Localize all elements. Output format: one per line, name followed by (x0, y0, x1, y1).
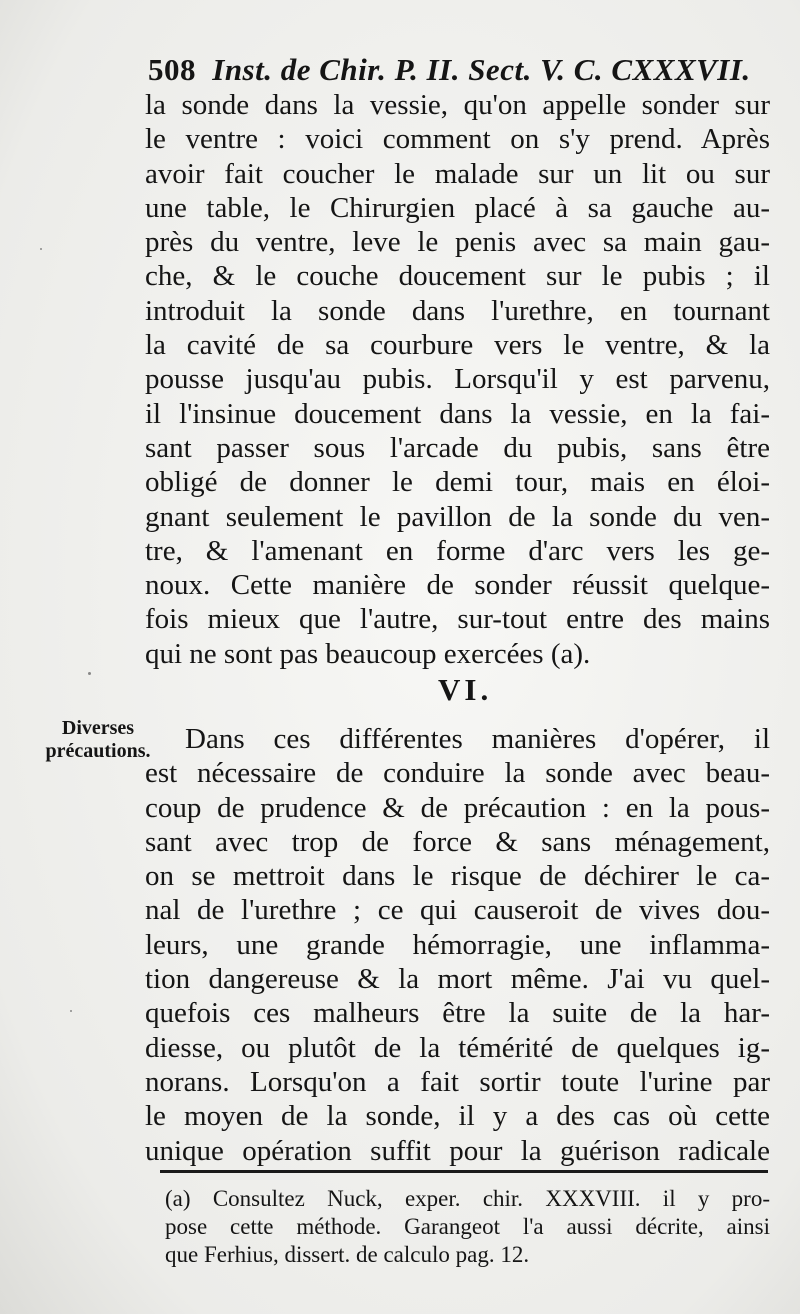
text-line: nal de l'urethre ; ce qui causeroit de vives dou- (145, 894, 770, 927)
text-line: la cavité de sa courbure vers le ventre, & la (145, 329, 770, 362)
paper-speck (70, 1010, 72, 1012)
text-line: la sonde dans la vessie, qu'on appelle sonder sur (145, 89, 770, 121)
footnote-line: pose cette méthode. Garangeot l'a aussi décrite, ainsi (165, 1214, 770, 1239)
footnote-line: que Ferhius, dissert. de calculo pag. 12. (165, 1242, 530, 1267)
paper-speck (88, 672, 91, 675)
text-line: introduit la sonde dans l'urethre, en tournant (145, 294, 770, 327)
text-line: qui ne sont pas beaucoup exercées (a). (145, 637, 591, 670)
text-line: diesse, ou plutôt de la témérité de quelques ig- (145, 1031, 770, 1064)
text-line: leurs, une grande hémorragie, une inflamma- (145, 928, 770, 961)
text-line: obligé de donner le demi tour, mais en éloi- (145, 466, 770, 499)
text-line: gnant seulement le pavillon de la sonde du ven- (145, 500, 770, 533)
margin-note-line: précautions. (45, 740, 151, 762)
text-line: est nécessaire de conduire la sonde avec beau- (145, 757, 770, 790)
text-line: sant passer sous l'arcade du pubis, sans être (145, 431, 770, 464)
text-line: che, & le couche doucement sur le pubis ; il (145, 260, 770, 293)
text-line: on se mettroit dans le risque de déchirer le ca- (145, 860, 770, 893)
text-line: près du ventre, leve le penis avec sa main gau- (145, 226, 770, 259)
text-line: Dans ces différentes manières d'opérer, il (185, 723, 770, 755)
margin-note-line: Diverses (61, 717, 135, 739)
text-line: le moyen de la sonde, il y a des cas où cette (145, 1100, 770, 1133)
text-line: le ventre : voici comment on s'y prend. Après (145, 123, 770, 156)
text-line: noux. Cette manière de sonder réussit quelque- (145, 569, 770, 602)
text-line: sant avec trop de force & sans ménagement, (145, 825, 770, 858)
footnote-rule (160, 1170, 768, 1173)
footnote-line: (a) Consultez Nuck, exper. chir. XXXVIII. il y pro- (165, 1186, 770, 1211)
page-number: 508 (148, 52, 196, 87)
text-line: norans. Lorsqu'on a fait sortir toute l'urine par (145, 1065, 770, 1098)
text-line: une table, le Chirurgien placé à sa gauche au- (145, 191, 770, 224)
running-header (148, 52, 768, 88)
text-line: avoir fait coucher le malade sur un lit ou sur (145, 157, 770, 190)
text-line: fois mieux que l'autre, sur-tout entre des mains (145, 603, 770, 636)
text-line: quefois ces malheurs être la suite de la har- (145, 997, 770, 1030)
running-title: Inst. de Chir. P. II. Sect. V. C. CXXXVII. (212, 52, 751, 87)
section-number: VI. (438, 672, 493, 707)
text-line: coup de prudence & de précaution : en la pous- (145, 791, 770, 824)
footnote (165, 1185, 770, 1269)
text-line: pousse jusqu'au pubis. Lorsqu'il y est parvenu, (145, 363, 770, 396)
text-line: tre, & l'amenant en forme d'arc vers les ge- (145, 534, 770, 567)
text-line: unique opération suffit pour la guérison radicale (145, 1134, 770, 1167)
paragraph-1 (145, 88, 770, 671)
text-line: tion dangereuse & la mort même. J'ai vu quel- (145, 963, 770, 996)
paragraph-2 (145, 722, 770, 1168)
text-line: il l'insinue doucement dans la vessie, en la fai- (145, 397, 770, 430)
paper-speck (40, 248, 42, 250)
